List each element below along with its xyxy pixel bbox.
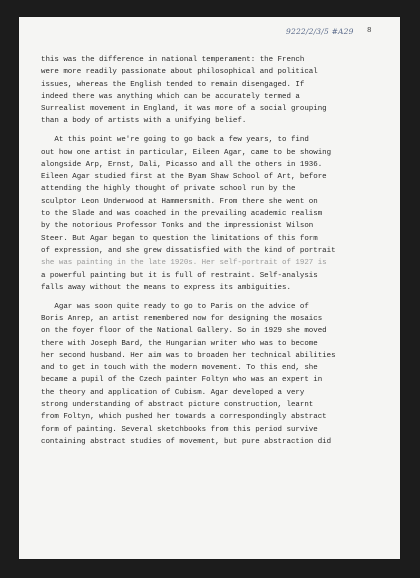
archive-reference-note: 9222/2/3/5 #A29 <box>286 27 354 36</box>
text-line: attending the highly thought of private school run by the <box>41 185 296 194</box>
text-line: on the foyer floor of the National Gallery. So in 1929 she moved <box>41 327 327 336</box>
text-line: Surrealist movement in England, it was more of a social grouping <box>41 105 327 114</box>
text-line: form of painting. Several sketchbooks from this period survive <box>41 425 318 434</box>
text-line: falls away without the means to express its ambiguities. <box>41 283 291 292</box>
paragraph-1 <box>41 54 393 128</box>
text-line: the theory and application of Cubism. Agar developed a very <box>41 388 305 397</box>
paragraph-3 <box>41 301 393 449</box>
text-line: sculptor Leon Underwood at Hammersmith. From there she went on <box>41 197 318 206</box>
text-line: to the Slade and was coached in the prevailing academic realism <box>41 210 323 219</box>
text-line: issues, whereas the English tended to remain disengaged. If <box>41 80 305 89</box>
text-line: strong understanding of abstract picture construction, learnt <box>41 401 314 410</box>
text-line: containing abstract studies of movement, but pure abstraction did <box>41 437 332 446</box>
page-number: 8 <box>367 27 372 35</box>
paragraph-2 <box>41 134 393 294</box>
text-line: of expression, and she grew dissatisfied with the kind of portrait <box>41 246 336 255</box>
text-line: Eileen Agar studied first at the Byam Shaw School of Art, before <box>41 173 327 182</box>
typescript-page <box>19 17 400 559</box>
text-line: At this point we're going to go back a few years, to find <box>41 136 309 145</box>
text-line: indeed there was anything which can be accurately termed a <box>41 92 300 101</box>
text-line: and to get in touch with the modern movement. To this end, she <box>41 364 318 373</box>
typescript-body <box>41 54 393 448</box>
text-line: from Foltyn, which pushed her towards a correspondingly abstract <box>41 413 327 422</box>
text-line: were more readily passionate about philosophical and political <box>41 68 318 77</box>
text-line: her second husband. Her aim was to broaden her technical abilities <box>41 351 336 360</box>
text-line: than a body of artists with a unifying belief. <box>41 117 247 126</box>
text-line: this was the difference in national temperament: the French <box>41 56 305 64</box>
text-line: a powerful painting but it is full of restraint. Self-analysis <box>41 271 318 280</box>
text-line: Steer. But Agar began to question the limitations of this form <box>41 234 318 243</box>
text-line: alongside Arp, Ernst, Dali, Picasso and all the others in 1936. <box>41 160 323 169</box>
text-line: Boris Anrep, an artist remembered now for designing the mosaics <box>41 314 323 323</box>
text-line: Agar was soon quite ready to go to Paris on the advice of <box>41 302 309 311</box>
text-line: out how one artist in particular, Eileen Agar, came to be showing <box>41 148 332 157</box>
text-line: by the notorious Professor Tonks and the impressionist Wilson <box>41 222 314 231</box>
text-line: became a pupil of the Czech painter Foltyn who was an expert in <box>41 376 323 385</box>
text-line: there with Joseph Bard, the Hungarian writer who was to become <box>41 339 318 348</box>
text-line-faded: she was painting in the late 1920s. Her self-portrait of 1927 is <box>41 259 327 268</box>
